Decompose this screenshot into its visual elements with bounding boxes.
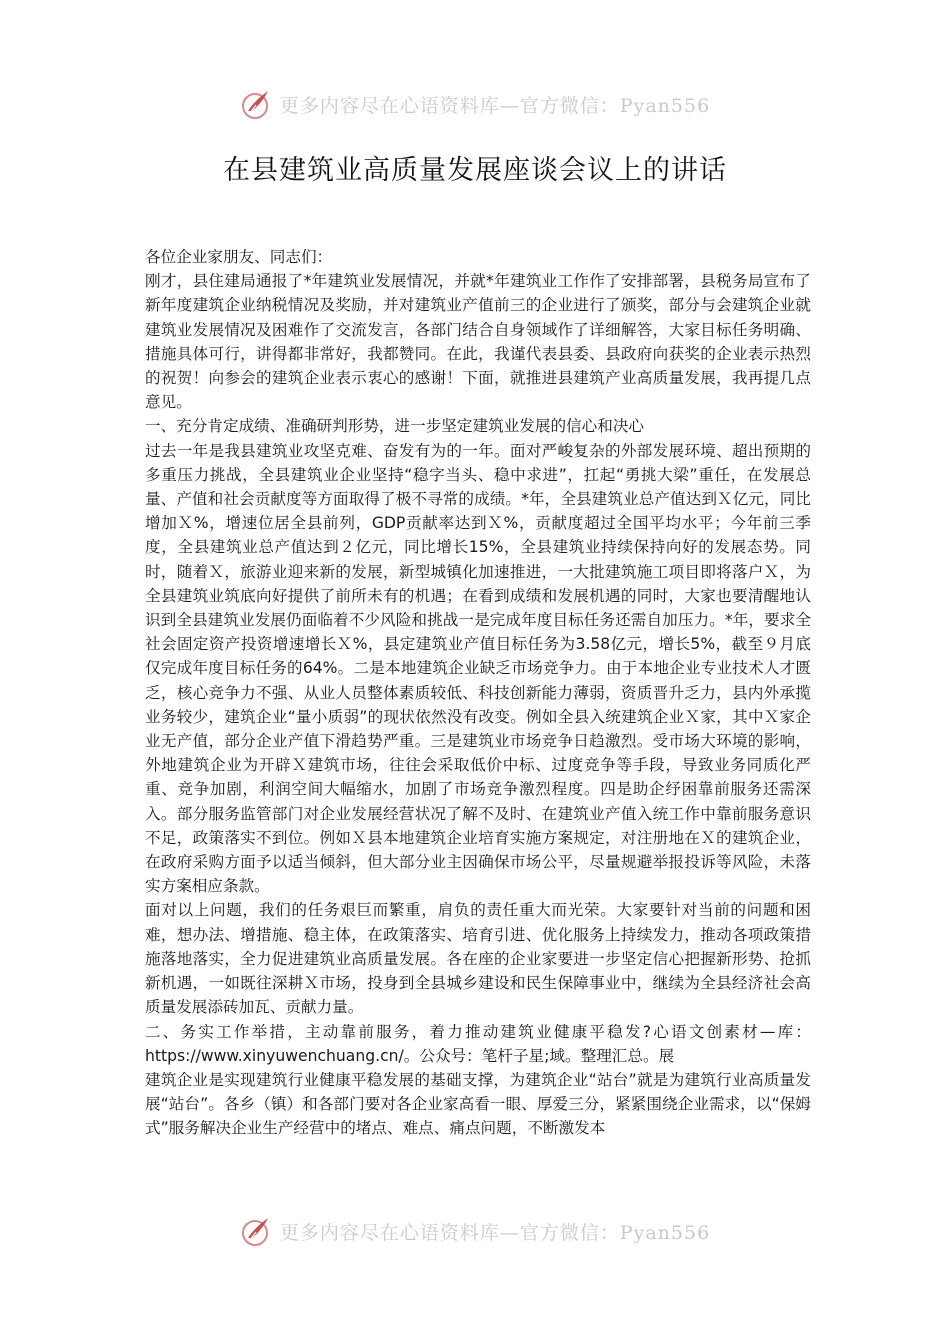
paragraph: 面对以上问题，我们的任务艰巨而繁重，肩负的责任重大而光荣。大家要针对当前的问题和困难，想办法、增措施、稳主体，在政策落实、培育引进、优化服务上持续发力，推动各项政策措施落地落实，全力促进建筑业高质量发展。各在座的企业家要进一步坚定信心把握新形势、抢抓新机遇，一如既往深耕Ｘ市场，投身到全县城乡建设和民生保障事业中，继续为全县经济社会高质量发展添砖加瓦、贡献力量。 [145, 901, 811, 1017]
watermark-banner-top [0, 84, 950, 124]
watermark-banner-bottom [0, 1211, 950, 1251]
watermark-text: 更多内容尽在心语资料库—官方微信：Pyan556 [279, 94, 711, 117]
section-heading: 一、充分肯定成绩、准确研判形势，进一步坚定建筑业发展的信心和决心 [145, 417, 645, 436]
salutation: 各位企业家朋友、同志们： [145, 248, 333, 266]
document-title: 在县建筑业高质量发展座谈会议上的讲话 [223, 155, 727, 186]
paragraph: 过去一年是我县建筑业攻坚克难、奋发有为的一年。面对严峻复杂的外部发展环境、超出预期的多重压力挑战，全县建筑业企业坚持“稳字当头、稳中求进”，扛起“勇挑大梁”重任，在发展总量、产值和社会贡献度等方面取得了极不寻常的成绩。*年，全县建筑业总产值达到Ｘ亿元，同比增加Ｘ%，增速位居全县前列，GDP贡献率达到Ｘ%，贡献度超过全国平均水平；今年前三季度，全县建筑业总产值达到２亿元，同比增长15%，全县建筑业持续保持向好的发展态势。同时，随着Ｘ，旅游业迎来新的发展，新型城镇化加速推进，一大批建筑施工项目即将落户Ｘ，为全县建筑业筑底向好提供了前所未有的机遇；在看到成绩和发展机遇的同时，大家也要清醒地认识到全县建筑业发展仍面临着不少风险和挑战一是完成年度目标任务还需自加压力。*年，要求全社会固定资产投资增速增长Ｘ%，县定建筑业产值目标任务为3.58亿元，增长5%，截至９月底仅完成年度目标任务的64%。二是本地建筑企业缺乏市场竞争力。由于本地企业专业技术人才匮乏，核心竞争力不强、从业人员整体素质较低、科技创新能力薄弱，资质晋升乏力，县内外承揽业务较少，建筑企业“量小质弱”的现状依然没有改变。例如全县入统建筑企业Ｘ家，其中Ｘ家企业无产值，部分企业产值下滑趋势严重。三是建筑业市场竞争日趋激烈。受市场大环境的影响，外地建筑企业为开辟Ｘ建筑市场，往往会采取低价中标、过度竞争等手段，导致业务同质化严重、竞争加剧，利润空间大幅缩水，加剧了市场竞争激烈程度。四是助企纾困靠前服务还需深入。部分服务监管部门对企业发展经营状况了解不及时、在建筑业产值入统工作中靠前服务意识不足，政策落实不到位。例如Ｘ县本地建筑企业培育实施方案规定，对注册地在Ｘ的建筑企业，在政府采购方面予以适当倾斜，但大部分业主因确保市场公平，尽量规避举报投诉等风险，未落实方案相应条款。 [145, 441, 811, 896]
quill-seal-icon [240, 1214, 274, 1248]
section-heading: 二、务实工作举措，主动靠前服务，着力推动建筑业健康平稳发?心语文创素材—库：https://www.xinyuwenchuang.cn/。公众号：笔杆子星;域。整理汇总。展 [145, 1022, 811, 1065]
quill-seal-icon [240, 87, 274, 121]
watermark-text: 更多内容尽在心语资料库—官方微信：Pyan556 [279, 1221, 711, 1244]
paragraph: 刚才，县住建局通报了*年建筑业发展情况，并就*年建筑业工作作了安排部署，县税务局宣布了新年度建筑企业纳税情况及奖励，并对建筑业产值前三的企业进行了颁奖，部分与会建筑企业就建筑业发展情况及困难作了交流发言，各部门结合自身领域作了详细解答，大家目标任务明确、措施具体可行，讲得都非常好，我都赞同。在此，我谨代表县委、县政府向获奖的企业表示热烈的祝贺！向参会的建筑企业表示衷心的感谢！下面，就推进县建筑产业高质量发展，我再提几点意见。 [145, 272, 811, 412]
document-body [145, 245, 811, 1141]
paragraph: 建筑企业是实现建筑行业健康平稳发展的基础支撑，为建筑企业“站台”就是为建筑行业高质量发展“站台”。各乡（镇）和各部门要对各企业家高看一眼、厚爱三分，紧紧围绕企业需求，以“保姆式”服务解决企业生产经营中的堵点、难点、痛点问题，不断激发本 [145, 1070, 811, 1138]
